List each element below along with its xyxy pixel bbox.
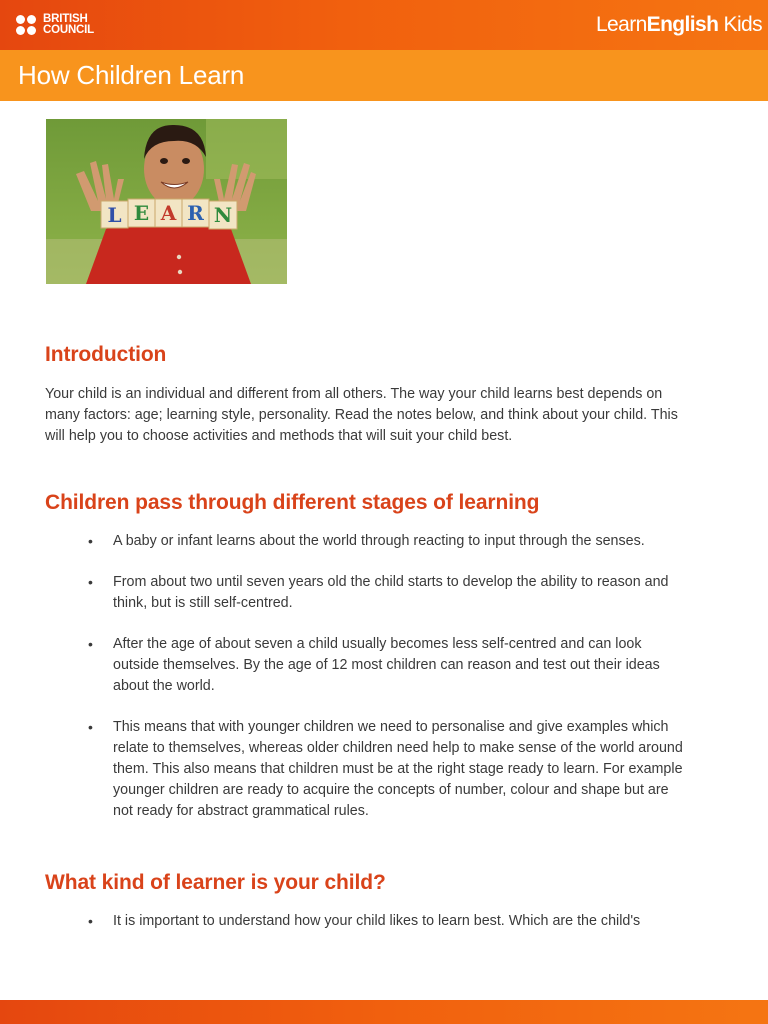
footer-bar <box>0 1000 768 1024</box>
learnenglish-kids-logo[interactable]: LearnEnglish Kids <box>595 13 762 36</box>
stages-heading: Children pass through different stages of learning <box>45 491 540 514</box>
bullet-icon: • <box>88 533 93 549</box>
svg-text:L: L <box>107 203 122 227</box>
svg-text:N: N <box>213 203 233 227</box>
learner-type-heading: What kind of learner is your child? <box>45 871 386 894</box>
child-learn-blocks-photo <box>46 119 287 284</box>
bullet-icon: • <box>88 574 93 590</box>
page-title: How Children Learn <box>18 60 245 90</box>
svg-text:R: R <box>187 201 204 225</box>
bullet-icon: • <box>88 719 93 735</box>
british-council-wordmark: BRITISH COUNCIL <box>43 13 94 36</box>
bullet-icon: • <box>88 913 93 929</box>
top-header-bar <box>0 0 768 50</box>
british-council-dots-icon <box>16 15 38 37</box>
bullet-icon: • <box>88 636 93 652</box>
title-bar <box>0 50 768 101</box>
introduction-heading: Introduction <box>45 343 167 366</box>
introduction-paragraph: Your child is an individual and different from all others. The way your child learns best depends on many factors: age; learning style, personality. Read the notes below, and think about your child. This will help you to choose activities and methods that will suit your child best. <box>45 386 678 444</box>
svg-text:A: A <box>160 201 177 225</box>
svg-text:E: E <box>133 201 150 225</box>
